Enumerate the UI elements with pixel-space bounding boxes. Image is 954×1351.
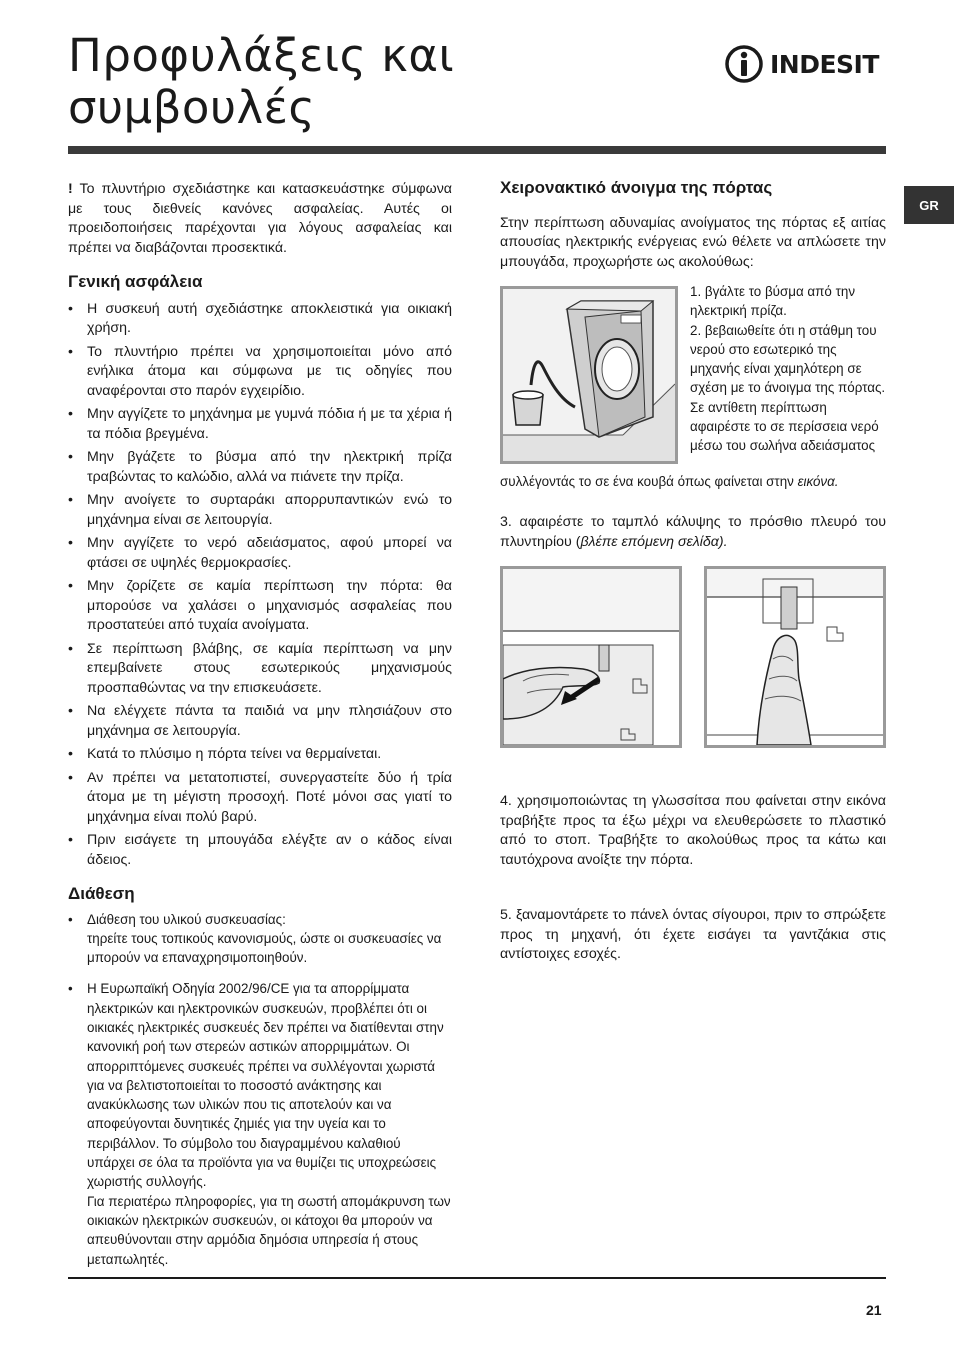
list-item: • Μην ζορίζετε σε καμία περίπτωση την πόρτα: θα μπορούσε να χαλάσει ο μηχανισμός ασφαλείας που προστατεύει από τυχαία ανοίγματα. bbox=[68, 577, 452, 636]
hook-release-drawing bbox=[707, 569, 883, 745]
step-2-figure-ref: εικόνα. bbox=[797, 474, 839, 489]
brand-name: INDESIT bbox=[770, 49, 879, 79]
weee-directive-text: Η Ευρωπαϊκή Οδηγία 2002/96/CE για τα απορρίμματα ηλεκτρικών και ηλεκτρονικών συσκευών, προβλέπει ότι οι οικιακές ηλεκτρικές συσκευές δεν πρέπει να διατίθενται στην κανονική ροή των στερεών αστικών απορριμμάτων. Οι απορριπτόμενες συσκευές πρέπει να συλλέγονται χωριστά για να βελτιστοποιείται το ποσοστό ανάκτησης και ανακύκλωσης των υλικών που τις αποτελούν και να αποφεύγονται δυνητικές ζημιές για την υγεία και το περιβάλλον. Το σύμβολο του διαγραμμένου καλαθιού υπάρχει σε όλα τα προϊόντα για να θυμίζει τις υποχρεώσεις χωριστής συλλογής. bbox=[87, 981, 444, 1190]
disposal-heading: Διάθεση bbox=[68, 884, 135, 903]
language-tab: GR bbox=[904, 186, 954, 224]
washing-machine-drain-illustration bbox=[500, 286, 678, 464]
intro-text: Το πλυντήριο σχεδιάστηκε και κατασκευάστηκε σύμφωνα με τους διεθνείς κανόνες ασφαλείας. Αυτές οι προειδοποιήσεις παρέχονται για λόγους ασφαλείας και πρέπει να διαβάζονται προσεκτικά. bbox=[68, 181, 452, 256]
panel-removal-drawing bbox=[503, 569, 679, 745]
step-3-page-ref: βλέπε επόμενη σελίδα). bbox=[580, 533, 728, 550]
washing-machine-drain-drawing bbox=[503, 289, 675, 461]
figure-1-block bbox=[500, 286, 886, 478]
list-item: • Να ελέγχετε πάντα τα παιδιά να μην πλησιάζουν στο μηχάνημα σε λειτουργία. bbox=[68, 702, 452, 741]
manual-door-opening-heading: Χειρονακτικό άνοιγμα της πόρτας bbox=[500, 178, 773, 197]
list-item: • Μην ανοίγετε το συρταράκι απορρυπαντικών ενώ το μηχάνημα είναι σε λειτουργία. bbox=[68, 491, 452, 530]
panel-removal-illustration bbox=[500, 566, 682, 748]
brand-i-mark-icon bbox=[724, 44, 764, 84]
step-1-text: 1. βγάλτε το βύσμα από την ηλεκτρική πρίζα. bbox=[690, 284, 856, 319]
list-item: • Κατά το πλύσιμο η πόρτα τείνει να θερμαίνεται. bbox=[68, 745, 452, 765]
page-number: 21 bbox=[866, 1302, 882, 1318]
disposal-packaging-title: Διάθεση του υλικού συσκευασίας: bbox=[87, 911, 286, 927]
hook-release-illustration bbox=[704, 566, 886, 748]
list-item: • Μην αγγίζετε το μηχάνημα με γυμνά πόδια ή με τα χέρια ή τα πόδια βρεγμένα. bbox=[68, 405, 452, 444]
list-item: • Μην βγάζετε το βύσμα από την ηλεκτρική πρίζα τραβώντας το καλώδιο, αλλά να πιάνετε την πρίζα. bbox=[68, 448, 452, 487]
title-line-2: συμβουλές bbox=[68, 81, 316, 134]
brand-logo bbox=[724, 44, 879, 84]
top-divider bbox=[68, 146, 886, 154]
list-item: • Πριν εισάγετε τη μπουγάδα ελέγξτε αν ο κάδος είναι άδειος. bbox=[68, 831, 452, 870]
step-4-text: 4. χρησιμοποιώντας τη γλωσσίτσα που φαίνεται στην εικόνα τραβήξτε προς τα έξω μέχρι να ελευθερώσετε το πλαστικό από το στοπ. Τραβήξτε το ακολούθως προς τα κάτω και ταυτόχρονα ανοίξτε την πόρτα. bbox=[500, 793, 886, 868]
figure-1-steps bbox=[690, 282, 886, 456]
general-safety-list bbox=[68, 300, 452, 871]
step-2-text: 2. βεβαιωθείτε ότι η στάθμη του νερού στο εσωτερικό της μηχανής είναι χαμηλότερη σε σχέση με το άνοιγμα της πόρτας. Σε αντίθετη περίπτωση αφαιρέστε το σε περίσσεια νερό μέσω του σωλήνα αδειάσματος bbox=[690, 322, 886, 454]
list-item: • Το πλυντήριο πρέπει να χρησιμοποιείται μόνο από ενήλικα άτομα και σύμφωνα με τις οδηγίες που αναφέρονται στο παρόν εγχειρίδιο. bbox=[68, 343, 452, 402]
list-item: • Μην αγγίζετε το νερό αδειάσματος, αφού μπορεί να φτάσει σε υψηλές θερμοκρασίες. bbox=[68, 534, 452, 573]
list-item: • Σε περίπτωση βλάβης, σε καμία περίπτωση να μην επεμβαίνετε στους εσωτερικούς μηχανισμούς προσπαθώντας να την επισκευάσετε. bbox=[68, 640, 452, 699]
list-item: • Η συσκευή αυτή σχεδιάστηκε αποκλειστικά για οικιακή χρήση. bbox=[68, 300, 452, 339]
list-item: • Αν πρέπει να μετατοπιστεί, συνεργαστείτε δύο ή τρία άτομα με τη μέγιστη προσοχή. Ποτέ μόνοι σας γιατί το μηχάνημα είναι πολύ βαρύ. bbox=[68, 769, 452, 828]
list-item bbox=[68, 910, 452, 968]
manual-door-intro: Στην περίπτωση αδυναμίας ανοίγματος της πόρτας εξ αιτίας απουσίας ηλεκτρικής ενέργειας ενώ θέλετε να απλώσετε την μπουγάδα, προχωρήστε ως ακολούθως: bbox=[500, 214, 886, 270]
weee-more-info-text: Για περιατέρω πληροφορίες, για τη σωστή απομάκρυνση των οικιακών ηλεκτρικών συσκευών, οι κάτοχοι θα μπορούν να απευθύνονταιι στην αρμόδια δημόσια υπηρεσία ή στους μεταπωλητές. bbox=[87, 1193, 451, 1267]
right-column bbox=[500, 178, 886, 965]
step-3-text bbox=[500, 513, 886, 552]
disposal-packaging-text: τηρείτε τους τοπικούς κανονισμούς, ώστε οι συσκευασίες να μπορούν να επαναχρησιμοποιηθούν. bbox=[87, 930, 442, 966]
step-3-main-text: 3. αφαιρέστε το ταμπλό κάλυψης το πρόσθιο πλευρό του πλυντηρίου ( bbox=[500, 514, 886, 550]
general-safety-heading: Γενική ασφάλεια bbox=[68, 272, 203, 291]
warning-mark: ! bbox=[68, 181, 73, 197]
left-column bbox=[68, 180, 452, 1273]
page-title bbox=[68, 30, 688, 134]
list-item bbox=[68, 979, 452, 1268]
step-2-continued-text: συλλέγοντάς το σε ένα κουβά όπως φαίνεται στην bbox=[500, 474, 798, 489]
bottom-divider bbox=[68, 1277, 886, 1279]
figure-2-block bbox=[500, 566, 886, 756]
intro-paragraph bbox=[68, 180, 452, 258]
disposal-list bbox=[68, 910, 452, 1269]
title-line-1: Προφυλάξεις και bbox=[68, 29, 455, 82]
step-5-text: 5. ξαναμοντάρετε το πάνελ όντας σίγουροι, πριν το σπρώξετε προς τη μηχανή, ότι έχετε εισάγει τα γαντζάκια στις αντίστοιχες εσοχές. bbox=[500, 907, 886, 963]
